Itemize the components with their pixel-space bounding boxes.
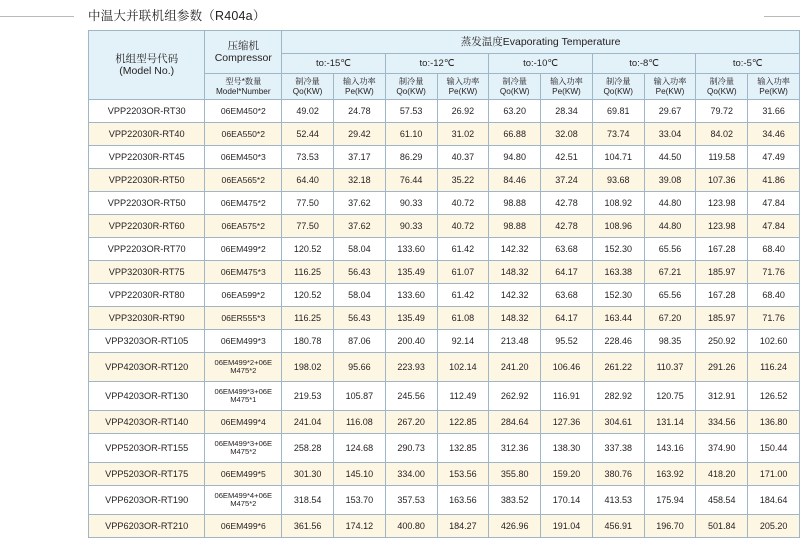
cell-input-power: 171.00 — [748, 463, 800, 486]
table-body — [89, 100, 800, 538]
cell-input-power: 153.56 — [437, 463, 489, 486]
header-model-line1: 机组型号代码 — [115, 52, 179, 65]
table-row — [89, 307, 800, 330]
cell-input-power: 26.92 — [437, 100, 489, 123]
cell-cooling-capacity: 167.28 — [696, 238, 748, 261]
header-temp-5: to:-5℃ — [696, 54, 800, 74]
cell-cooling-capacity: 200.40 — [385, 330, 437, 353]
cell-compressor — [205, 382, 282, 411]
cell-compressor: 06EA550*2 — [205, 123, 282, 146]
cell-cooling-capacity: 418.20 — [696, 463, 748, 486]
cell-input-power: 124.68 — [333, 434, 385, 463]
cell-input-power: 40.72 — [437, 192, 489, 215]
header-power-2-line2: Pe(KW) — [448, 86, 478, 96]
cell-cooling-capacity: 123.98 — [696, 215, 748, 238]
cell-input-power: 58.04 — [333, 238, 385, 261]
cell-cooling-capacity: 135.49 — [385, 261, 437, 284]
cell-input-power: 71.76 — [748, 261, 800, 284]
cell-cooling-capacity: 49.02 — [282, 100, 334, 123]
cell-input-power: 116.91 — [541, 382, 593, 411]
cell-cooling-capacity: 116.25 — [282, 261, 334, 284]
cell-cooling-capacity: 57.53 — [385, 100, 437, 123]
cell-cooling-capacity: 98.88 — [489, 192, 541, 215]
cell-input-power: 39.08 — [644, 169, 696, 192]
header-temp-3: to:-10℃ — [489, 54, 593, 74]
cell-input-power: 132.85 — [437, 434, 489, 463]
header-power-2-line1: 输入功率 — [446, 76, 480, 86]
cell-input-power: 105.87 — [333, 382, 385, 411]
cell-cooling-capacity: 282.92 — [592, 382, 644, 411]
cell-input-power: 163.56 — [437, 486, 489, 515]
cell-model: VPP4203OR-RT140 — [89, 411, 205, 434]
cell-input-power: 58.04 — [333, 284, 385, 307]
cell-input-power: 68.40 — [748, 284, 800, 307]
divider-left — [0, 16, 74, 17]
cell-cooling-capacity: 357.53 — [385, 486, 437, 515]
cell-compressor — [205, 353, 282, 382]
cell-cooling-capacity: 267.20 — [385, 411, 437, 434]
cell-compressor: 06EM450*2 — [205, 100, 282, 123]
cell-model: VPP22030R-RT40 — [89, 123, 205, 146]
cell-cooling-capacity: 318.54 — [282, 486, 334, 515]
cell-input-power: 24.78 — [333, 100, 385, 123]
cell-input-power: 159.20 — [541, 463, 593, 486]
table-row — [89, 215, 800, 238]
header-power-1-line2: Pe(KW) — [345, 86, 374, 96]
table-row — [89, 515, 800, 538]
header-power-3-line1: 输入功率 — [550, 76, 583, 86]
header-power-5 — [748, 74, 800, 100]
cell-cooling-capacity: 94.80 — [489, 146, 541, 169]
header-temp-1: to:-15℃ — [282, 54, 386, 74]
cell-input-power: 29.67 — [644, 100, 696, 123]
cell-cooling-capacity: 241.20 — [489, 353, 541, 382]
cell-cooling-capacity: 334.56 — [696, 411, 748, 434]
header-cooling-3-line2: Qo(KW) — [499, 86, 530, 96]
cell-model: VPP2203OR-RT30 — [89, 100, 205, 123]
header-power-5-line2: Pe(KW) — [759, 86, 788, 96]
cell-input-power: 35.22 — [437, 169, 489, 192]
header-evaporating-temperature: 蒸发温度Evaporating Temperature — [282, 31, 800, 54]
header-model — [89, 31, 205, 100]
cell-compressor: 06ER555*3 — [205, 307, 282, 330]
header-row-1 — [89, 31, 800, 54]
cell-cooling-capacity: 76.44 — [385, 169, 437, 192]
cell-input-power: 95.52 — [541, 330, 593, 353]
cell-input-power: 184.64 — [748, 486, 800, 515]
cell-cooling-capacity: 90.33 — [385, 215, 437, 238]
cell-cooling-capacity: 133.60 — [385, 284, 437, 307]
cell-input-power: 47.49 — [748, 146, 800, 169]
cell-input-power: 170.14 — [541, 486, 593, 515]
cell-input-power: 68.40 — [748, 238, 800, 261]
cell-input-power: 61.08 — [437, 307, 489, 330]
cell-input-power: 196.70 — [644, 515, 696, 538]
header-cooling-3-line1: 制冷量 — [502, 76, 527, 86]
cell-cooling-capacity: 312.91 — [696, 382, 748, 411]
cell-compressor: 06EM499*4 — [205, 411, 282, 434]
cell-cooling-capacity: 262.92 — [489, 382, 541, 411]
table-row — [89, 486, 800, 515]
header-power-4 — [644, 74, 696, 100]
cell-cooling-capacity: 185.97 — [696, 307, 748, 330]
header-power-2 — [437, 74, 489, 100]
cell-model: VPP22030R-RT45 — [89, 146, 205, 169]
cell-cooling-capacity: 312.36 — [489, 434, 541, 463]
cell-cooling-capacity: 291.26 — [696, 353, 748, 382]
cell-compressor-line2: M475*1 — [230, 395, 257, 404]
cell-input-power: 31.66 — [748, 100, 800, 123]
page-title: 中温大并联机组参数（R404a） — [88, 9, 266, 23]
cell-cooling-capacity: 66.88 — [489, 123, 541, 146]
cell-compressor-line2: M475*2 — [230, 366, 257, 375]
table-row — [89, 330, 800, 353]
cell-cooling-capacity: 142.32 — [489, 238, 541, 261]
cell-cooling-capacity: 219.53 — [282, 382, 334, 411]
cell-cooling-capacity: 258.28 — [282, 434, 334, 463]
cell-cooling-capacity: 374.90 — [696, 434, 748, 463]
cell-cooling-capacity: 84.46 — [489, 169, 541, 192]
cell-cooling-capacity: 301.30 — [282, 463, 334, 486]
cell-input-power: 40.37 — [437, 146, 489, 169]
cell-cooling-capacity: 108.92 — [592, 192, 644, 215]
cell-input-power: 120.75 — [644, 382, 696, 411]
header-power-3 — [541, 74, 593, 100]
cell-input-power: 92.14 — [437, 330, 489, 353]
cell-input-power: 37.24 — [541, 169, 593, 192]
cell-cooling-capacity: 64.40 — [282, 169, 334, 192]
cell-model: VPP5203OR-RT155 — [89, 434, 205, 463]
cell-cooling-capacity: 163.44 — [592, 307, 644, 330]
table-header — [89, 31, 800, 100]
header-compressor-line2: Compressor — [214, 52, 272, 64]
cell-input-power: 163.92 — [644, 463, 696, 486]
cell-cooling-capacity: 148.32 — [489, 307, 541, 330]
cell-cooling-capacity: 241.04 — [282, 411, 334, 434]
cell-input-power: 65.56 — [644, 284, 696, 307]
cell-model: VPP32030R-RT90 — [89, 307, 205, 330]
header-compressor-model-number — [205, 74, 282, 100]
cell-input-power: 116.08 — [333, 411, 385, 434]
cell-model: VPP22030R-RT60 — [89, 215, 205, 238]
cell-input-power: 205.20 — [748, 515, 800, 538]
cell-compressor-line2: M475*2 — [230, 499, 257, 508]
cell-input-power: 40.72 — [437, 215, 489, 238]
cell-model: VPP4203OR-RT120 — [89, 353, 205, 382]
cell-input-power: 126.52 — [748, 382, 800, 411]
table-row — [89, 463, 800, 486]
header-compressor — [205, 31, 282, 74]
table-row — [89, 382, 800, 411]
cell-cooling-capacity: 73.74 — [592, 123, 644, 146]
header-cooling-2 — [385, 74, 437, 100]
cell-cooling-capacity: 152.30 — [592, 238, 644, 261]
cell-cooling-capacity: 213.48 — [489, 330, 541, 353]
cell-input-power: 41.86 — [748, 169, 800, 192]
cell-cooling-capacity: 383.52 — [489, 486, 541, 515]
cell-input-power: 47.84 — [748, 192, 800, 215]
cell-input-power: 61.07 — [437, 261, 489, 284]
cell-input-power: 122.85 — [437, 411, 489, 434]
cell-input-power: 106.46 — [541, 353, 593, 382]
cell-cooling-capacity: 135.49 — [385, 307, 437, 330]
cell-input-power: 44.80 — [644, 215, 696, 238]
cell-input-power: 102.14 — [437, 353, 489, 382]
cell-cooling-capacity: 223.93 — [385, 353, 437, 382]
cell-compressor: 06EM499*3 — [205, 330, 282, 353]
cell-cooling-capacity: 400.80 — [385, 515, 437, 538]
cell-cooling-capacity: 133.60 — [385, 238, 437, 261]
cell-input-power: 28.34 — [541, 100, 593, 123]
header-model-line2: (Model No.) — [119, 65, 175, 77]
header-cooling-4-line2: Qo(KW) — [603, 86, 634, 96]
cell-input-power: 87.06 — [333, 330, 385, 353]
cell-cooling-capacity: 456.91 — [592, 515, 644, 538]
cell-compressor-line1: 06EM499*3+06E — [214, 386, 273, 396]
cell-cooling-capacity: 73.53 — [282, 146, 334, 169]
cell-input-power: 116.24 — [748, 353, 800, 382]
cell-input-power: 63.68 — [541, 238, 593, 261]
table-row — [89, 353, 800, 382]
cell-input-power: 112.49 — [437, 382, 489, 411]
cell-compressor-line2: M475*2 — [230, 447, 257, 456]
cell-model: VPP2203OR-RT50 — [89, 192, 205, 215]
cell-model: VPP3203OR-RT105 — [89, 330, 205, 353]
cell-cooling-capacity: 90.33 — [385, 192, 437, 215]
cell-cooling-capacity: 290.73 — [385, 434, 437, 463]
cell-input-power: 37.62 — [333, 192, 385, 215]
cell-cooling-capacity: 116.25 — [282, 307, 334, 330]
cell-model: VPP22030R-RT50 — [89, 169, 205, 192]
header-temp-2: to:-12℃ — [385, 54, 489, 74]
cell-cooling-capacity: 304.61 — [592, 411, 644, 434]
cell-cooling-capacity: 79.72 — [696, 100, 748, 123]
cell-input-power: 95.66 — [333, 353, 385, 382]
header-power-4-line2: Pe(KW) — [655, 86, 685, 96]
cell-compressor: 06EM499*2 — [205, 238, 282, 261]
cell-model: VPP5203OR-RT175 — [89, 463, 205, 486]
cell-input-power: 131.14 — [644, 411, 696, 434]
header-cooling-4-line1: 制冷量 — [605, 76, 631, 86]
cell-compressor: 06EM499*6 — [205, 515, 282, 538]
header-cooling-1 — [282, 74, 334, 100]
cell-cooling-capacity: 185.97 — [696, 261, 748, 284]
header-cooling-5 — [696, 74, 748, 100]
cell-model: VPP22030R-RT80 — [89, 284, 205, 307]
cell-cooling-capacity: 142.32 — [489, 284, 541, 307]
cell-compressor: 06EA575*2 — [205, 215, 282, 238]
cell-compressor: 06EA565*2 — [205, 169, 282, 192]
header-cooling-1-line2: Qo(KW) — [292, 86, 323, 96]
cell-input-power: 71.76 — [748, 307, 800, 330]
cell-input-power: 67.20 — [644, 307, 696, 330]
cell-input-power: 63.68 — [541, 284, 593, 307]
cell-cooling-capacity: 355.80 — [489, 463, 541, 486]
header-cooling-4 — [592, 74, 644, 100]
cell-cooling-capacity: 337.38 — [592, 434, 644, 463]
cell-cooling-capacity: 63.20 — [489, 100, 541, 123]
cell-input-power: 37.62 — [333, 215, 385, 238]
cell-cooling-capacity: 380.76 — [592, 463, 644, 486]
cell-input-power: 34.46 — [748, 123, 800, 146]
divider-right — [764, 16, 800, 17]
cell-input-power: 143.16 — [644, 434, 696, 463]
cell-cooling-capacity: 77.50 — [282, 192, 334, 215]
cell-input-power: 44.80 — [644, 192, 696, 215]
cell-input-power: 32.08 — [541, 123, 593, 146]
cell-compressor: 06EM475*3 — [205, 261, 282, 284]
cell-input-power: 42.78 — [541, 192, 593, 215]
cell-compressor-line1: 06EM499*4+06E — [214, 490, 273, 500]
table-row — [89, 169, 800, 192]
table-row — [89, 100, 800, 123]
spec-table — [88, 30, 800, 538]
cell-compressor: 06EM475*2 — [205, 192, 282, 215]
cell-input-power: 153.70 — [333, 486, 385, 515]
cell-cooling-capacity: 120.52 — [282, 238, 334, 261]
cell-input-power: 61.42 — [437, 284, 489, 307]
cell-model: VPP4203OR-RT130 — [89, 382, 205, 411]
cell-cooling-capacity: 261.22 — [592, 353, 644, 382]
cell-cooling-capacity: 198.02 — [282, 353, 334, 382]
header-compressor-model-line2: Model*Number — [215, 86, 271, 96]
cell-input-power: 31.02 — [437, 123, 489, 146]
cell-cooling-capacity: 361.56 — [282, 515, 334, 538]
cell-input-power: 32.18 — [333, 169, 385, 192]
header-power-4-line1: 输入功率 — [653, 76, 687, 86]
table-row — [89, 123, 800, 146]
cell-input-power: 33.04 — [644, 123, 696, 146]
cell-input-power: 127.36 — [541, 411, 593, 434]
cell-input-power: 56.43 — [333, 261, 385, 284]
cell-input-power: 175.94 — [644, 486, 696, 515]
cell-input-power: 67.21 — [644, 261, 696, 284]
header-compressor-model-line1: 型号*数量 — [225, 76, 262, 86]
header-cooling-2-line2: Qo(KW) — [396, 86, 426, 96]
cell-input-power: 56.43 — [333, 307, 385, 330]
cell-input-power: 64.17 — [541, 307, 593, 330]
cell-cooling-capacity: 84.02 — [696, 123, 748, 146]
cell-cooling-capacity: 104.71 — [592, 146, 644, 169]
cell-cooling-capacity: 123.98 — [696, 192, 748, 215]
cell-cooling-capacity: 148.32 — [489, 261, 541, 284]
header-cooling-3 — [489, 74, 541, 100]
table-row — [89, 146, 800, 169]
cell-cooling-capacity: 52.44 — [282, 123, 334, 146]
cell-cooling-capacity: 167.28 — [696, 284, 748, 307]
cell-input-power: 145.10 — [333, 463, 385, 486]
cell-input-power: 191.04 — [541, 515, 593, 538]
table-row — [89, 434, 800, 463]
cell-cooling-capacity: 61.10 — [385, 123, 437, 146]
header-power-1-line1: 输入功率 — [342, 76, 376, 86]
cell-input-power: 42.51 — [541, 146, 593, 169]
cell-input-power: 136.80 — [748, 411, 800, 434]
cell-compressor-line1: 06EM499*2+06E — [214, 357, 273, 367]
header-temp-4: to:-8℃ — [592, 54, 696, 74]
cell-model: VPP6203OR-RT210 — [89, 515, 205, 538]
cell-model: VPP32030R-RT75 — [89, 261, 205, 284]
cell-cooling-capacity: 501.84 — [696, 515, 748, 538]
header-cooling-5-line1: 制冷量 — [709, 76, 735, 86]
cell-cooling-capacity: 152.30 — [592, 284, 644, 307]
header-power-1 — [333, 74, 385, 100]
cell-input-power: 102.60 — [748, 330, 800, 353]
cell-cooling-capacity: 228.46 — [592, 330, 644, 353]
cell-cooling-capacity: 334.00 — [385, 463, 437, 486]
table-row — [89, 192, 800, 215]
header-cooling-1-line1: 制冷量 — [295, 76, 320, 86]
cell-cooling-capacity: 119.58 — [696, 146, 748, 169]
header-power-5-line1: 输入功率 — [757, 76, 790, 86]
cell-input-power: 64.17 — [541, 261, 593, 284]
cell-cooling-capacity: 163.38 — [592, 261, 644, 284]
cell-compressor: 06EM450*3 — [205, 146, 282, 169]
cell-compressor: 06EM499*5 — [205, 463, 282, 486]
cell-compressor-line1: 06EM499*3+06E — [214, 438, 273, 448]
cell-cooling-capacity: 98.88 — [489, 215, 541, 238]
cell-compressor: 06EA599*2 — [205, 284, 282, 307]
cell-cooling-capacity: 108.96 — [592, 215, 644, 238]
cell-cooling-capacity: 458.54 — [696, 486, 748, 515]
cell-cooling-capacity: 120.52 — [282, 284, 334, 307]
cell-cooling-capacity: 426.96 — [489, 515, 541, 538]
cell-input-power: 98.35 — [644, 330, 696, 353]
cell-model: VPP6203OR-RT190 — [89, 486, 205, 515]
header-cooling-5-line2: Qo(KW) — [706, 86, 737, 96]
cell-cooling-capacity: 413.53 — [592, 486, 644, 515]
cell-compressor — [205, 434, 282, 463]
cell-compressor — [205, 486, 282, 515]
table-row — [89, 284, 800, 307]
cell-cooling-capacity: 180.78 — [282, 330, 334, 353]
cell-model: VPP2203OR-RT70 — [89, 238, 205, 261]
header-power-3-line2: Pe(KW) — [552, 86, 581, 96]
cell-cooling-capacity: 250.92 — [696, 330, 748, 353]
cell-cooling-capacity: 69.81 — [592, 100, 644, 123]
cell-input-power: 184.27 — [437, 515, 489, 538]
cell-input-power: 42.78 — [541, 215, 593, 238]
cell-cooling-capacity: 245.56 — [385, 382, 437, 411]
cell-input-power: 44.50 — [644, 146, 696, 169]
cell-cooling-capacity: 77.50 — [282, 215, 334, 238]
header-compressor-line1: 压缩机 — [227, 39, 260, 52]
cell-input-power: 174.12 — [333, 515, 385, 538]
cell-input-power: 138.30 — [541, 434, 593, 463]
cell-input-power: 65.56 — [644, 238, 696, 261]
cell-cooling-capacity: 93.68 — [592, 169, 644, 192]
cell-cooling-capacity: 107.36 — [696, 169, 748, 192]
table-row — [89, 411, 800, 434]
cell-cooling-capacity: 284.64 — [489, 411, 541, 434]
cell-input-power: 110.37 — [644, 353, 696, 382]
cell-input-power: 37.17 — [333, 146, 385, 169]
cell-input-power: 47.84 — [748, 215, 800, 238]
cell-input-power: 150.44 — [748, 434, 800, 463]
header-cooling-2-line1: 制冷量 — [398, 76, 424, 86]
table-row — [89, 238, 800, 261]
cell-input-power: 29.42 — [333, 123, 385, 146]
cell-input-power: 61.42 — [437, 238, 489, 261]
table-row — [89, 261, 800, 284]
cell-cooling-capacity: 86.29 — [385, 146, 437, 169]
